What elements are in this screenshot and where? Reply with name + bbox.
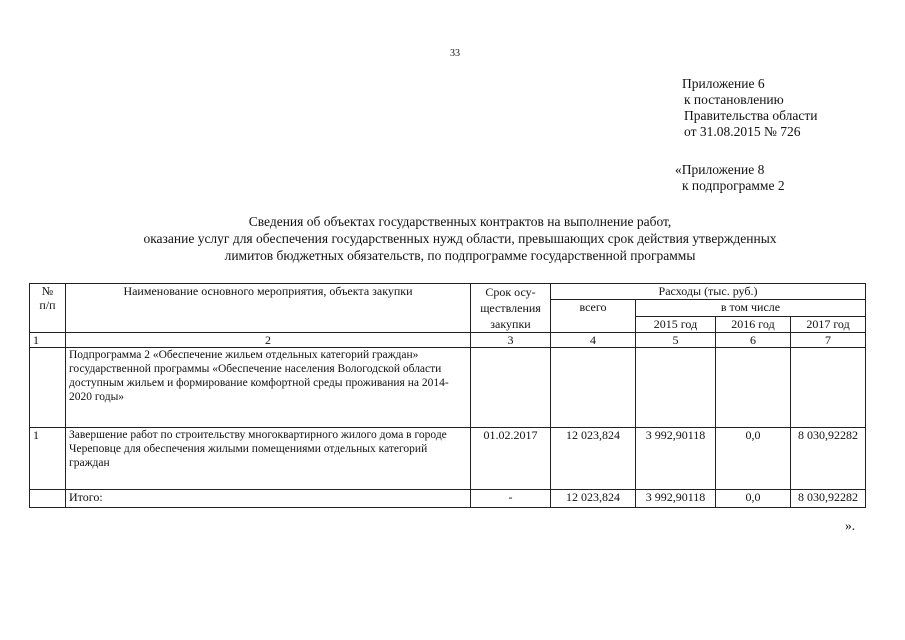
total-num-cell [30, 490, 66, 508]
row-total: 12 023,824 [551, 428, 636, 490]
row-2017: 8 030,92282 [791, 428, 866, 490]
empty-cell [471, 348, 551, 428]
row-deadline: 01.02.2017 [471, 428, 551, 490]
row-2015: 3 992,90118 [636, 428, 716, 490]
document-title-line: Сведения об объектах государственных контрактов на выполнение работ, [248, 214, 672, 229]
document-title-line: лимитов бюджетных обязательств, по подпрограмме государственной программы [224, 248, 696, 263]
column-number-row [30, 333, 866, 348]
header-deadline-line: ществления [480, 301, 541, 315]
closing-quote-mark: ». [845, 518, 856, 533]
total-total: 12 023,824 [551, 490, 636, 508]
appendix-6-block [682, 76, 817, 140]
subprogram-name: Подпрограмма 2 «Обеспечение жильем отдельных категорий граждан» государственной программы «Обеспечение населения Вологодской области доступным жильем и формирование комфортной среды проживания на 2014-2020 годы» [66, 348, 471, 428]
column-number: 2 [66, 333, 471, 348]
header-year-2017: 2017 год [791, 317, 866, 333]
appendix-6-line: к постановлению [684, 92, 784, 107]
column-number: 3 [471, 333, 551, 348]
subprogram-row [30, 348, 866, 428]
empty-cell [551, 348, 636, 428]
column-number: 1 [30, 333, 66, 348]
total-2017: 8 030,92282 [791, 490, 866, 508]
header-num-line: п/п [39, 298, 56, 312]
total-2016: 0,0 [716, 490, 791, 508]
total-label: Итого: [66, 490, 471, 508]
column-number: 7 [791, 333, 866, 348]
appendix-6-line: Приложение 6 [682, 76, 765, 91]
subprogram-num-cell [30, 348, 66, 428]
total-deadline: - [471, 490, 551, 508]
header-year-2016: 2016 год [716, 317, 791, 333]
row-name: Завершение работ по строительству многоквартирного жилого дома в городе Череповце для обеспечения жилыми помещениями отдельных категорий граждан [66, 428, 471, 490]
contracts-table [29, 283, 866, 508]
appendix-8-line: «Приложение 8 [675, 162, 765, 177]
header-expenses: Расходы (тыс. руб.) [551, 284, 866, 300]
row-2016: 0,0 [716, 428, 791, 490]
column-number: 4 [551, 333, 636, 348]
header-num [30, 284, 66, 333]
empty-cell [716, 348, 791, 428]
empty-cell [636, 348, 716, 428]
header-deadline-line: закупки [490, 317, 531, 331]
empty-cell [791, 348, 866, 428]
appendix-8-block [675, 162, 785, 194]
header-deadline [471, 284, 551, 333]
row-num: 1 [30, 428, 66, 490]
header-name: Наименование основного мероприятия, объекта закупки [66, 284, 471, 333]
page-number: 33 [450, 48, 460, 59]
header-including: в том числе [636, 300, 866, 317]
header-total: всего [551, 300, 636, 333]
appendix-6-line: от 31.08.2015 № 726 [684, 124, 801, 139]
document-title-line: оказание услуг для обеспечения государственных нужд области, превышающих срок действия утвержденных [143, 231, 777, 246]
header-deadline-line: Срок осу- [485, 285, 536, 299]
column-number: 5 [636, 333, 716, 348]
header-year-2015: 2015 год [636, 317, 716, 333]
table-row [30, 428, 866, 490]
appendix-8-line: к подпрограмме 2 [682, 178, 785, 193]
total-2015: 3 992,90118 [636, 490, 716, 508]
column-number: 6 [716, 333, 791, 348]
header-num-line: № [41, 284, 54, 298]
total-row [30, 490, 866, 508]
appendix-6-line: Правительства области [684, 108, 818, 123]
